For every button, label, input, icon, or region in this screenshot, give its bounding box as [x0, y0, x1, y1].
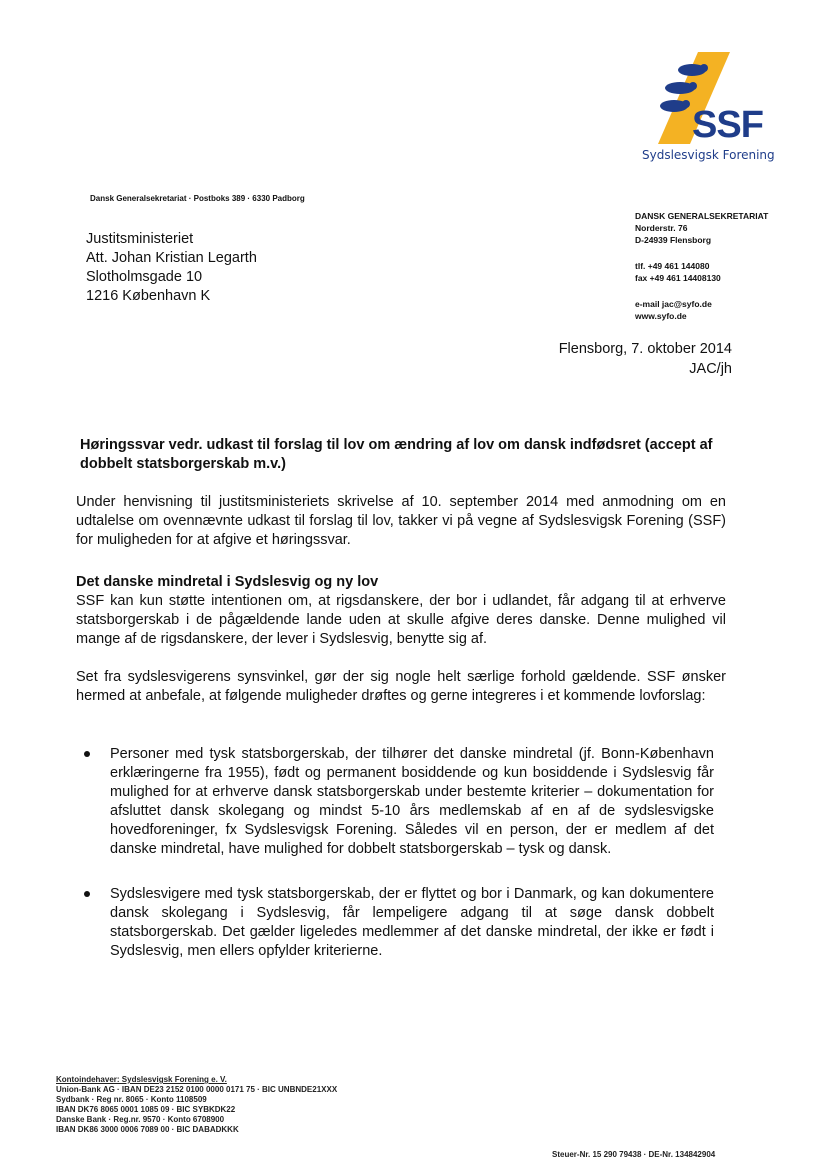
- recipient-line: Slotholmsgade 10: [86, 269, 203, 285]
- recipient-address: [86, 230, 257, 306]
- recipient-line: 1216 København K: [86, 288, 211, 304]
- recipient-line: Justitsministeriet: [86, 231, 194, 247]
- bank-line: Danske Bank · Reg.nr. 9570 · Konto 6708900: [56, 1115, 225, 1124]
- tax-number: Steuer-Nr. 15 290 79438 · DE-Nr. 134842904: [552, 1150, 716, 1159]
- list-item: [84, 745, 714, 859]
- sender-phone: tlf. +49 461 144080: [635, 261, 710, 271]
- sender-email: e-mail jac@syfo.de: [635, 299, 712, 309]
- bullet-icon: [84, 891, 90, 897]
- bank-details: [56, 1075, 476, 1135]
- account-holder: Kontoindehaver: Sydslesvigsk Forening e. V.: [56, 1075, 227, 1084]
- bullet-icon: [84, 751, 90, 757]
- bank-line: Sydbank · Reg nr. 8065 · Konto 1108509: [56, 1095, 207, 1104]
- list-item-text: Sydslesvigere med tysk statsborgerskab, der er flyttet og bor i Danmark, og kan dokumentere dansk skolegang i Sydslesvig, får lempeligere adgang til at søge dansk dobbelt statsborgerskab. Det gælder ligeledes medlemmer af det danske mindretal, der ikke er født i Sydslesvig, men ellers opfylder kriterierne.: [110, 886, 714, 959]
- intro-paragraph: Under henvisning til justitsministeriets skrivelse af 10. september 2014 med anmodning om en udtalelse om ovennævnte udkast til forslag til lov, takker vi på vegne af Sydslesvigsk Forening (SSF) for muligheden for at afgive et høringssvar.: [76, 494, 726, 548]
- paragraph: SSF kan kun støtte intentionen om, at rigsdanskere, der bor i udlandet, får adgang til at erhverve statsborgerskab i de pågældende lande uden at skulle afgive deres danske. Denne mulighed vil mange af de rigsdanskere, der lever i Sydslesvig, benytte sig af.: [76, 593, 726, 647]
- sender-line: Dansk Generalsekretariat · Postboks 389 · 6330 Padborg: [90, 194, 305, 203]
- logo-text: SSF: [692, 104, 763, 146]
- list-item: [84, 885, 714, 961]
- bank-line: Union-Bank AG · IBAN DE23 2152 0100 0000 0171 75 · BIC UNBNDE21XXX: [56, 1085, 338, 1094]
- initials: JAC/jh: [689, 361, 732, 377]
- sender-city: D-24939 Flensborg: [635, 235, 712, 245]
- ssf-logo: [640, 44, 775, 174]
- section-heading: Det danske mindretal i Sydslesvig og ny lov: [76, 574, 379, 590]
- date-line: Flensborg, 7. oktober 2014: [558, 341, 732, 357]
- list-item-text: Personer med tysk statsborgerskab, der tilhører det danske mindretal (jf. Bonn-København erklæringerne fra 1955), født og permanent bosiddende og kun bosiddende i Sydslesvig får mulighed for at erhverve dansk statsborgerskab under bestemte kriterier – dokumentation for afsluttet dansk skolegang og mindst 5-10 års medlemskab af en af de sydslesvigske hovedforeninger, fx Sydslesvigsk Forening. Således vil en person, der er medlem af det danske mindretal, have mulighed for dobbelt statsborgerskab – tysk og dansk.: [110, 746, 714, 857]
- sender-block: [635, 210, 820, 322]
- subject: Høringssvar vedr. udkast til forslag til lov om ændring af lov om dansk indfødsret (accept af dobbelt statsborgerskab m.v.): [80, 437, 713, 472]
- bullet-list: [84, 745, 714, 961]
- sender-org: DANSK GENERALSEKRETARIAT: [635, 211, 769, 221]
- sender-web: www.syfo.de: [635, 311, 687, 321]
- bank-line: IBAN DK86 3000 0006 7089 00 · BIC DABADKKK: [56, 1125, 239, 1134]
- recipient-line: Att. Johan Kristian Legarth: [86, 250, 257, 266]
- sender-fax: fax +49 461 14408130: [635, 273, 721, 283]
- logo-name: Sydslesvigsk Forening: [642, 148, 775, 162]
- paragraph: Set fra sydslesvigerens synsvinkel, gør der sig nogle helt særlige forhold gældende. SSF ønsker hermed at anbefale, at følgende muligheder drøftes og gerne integreres i et kommende lovforslag:: [76, 669, 726, 704]
- bank-line: IBAN DK76 8065 0001 1085 09 · BIC SYBKDK22: [56, 1105, 236, 1114]
- sender-street: Norderstr. 76: [635, 223, 688, 233]
